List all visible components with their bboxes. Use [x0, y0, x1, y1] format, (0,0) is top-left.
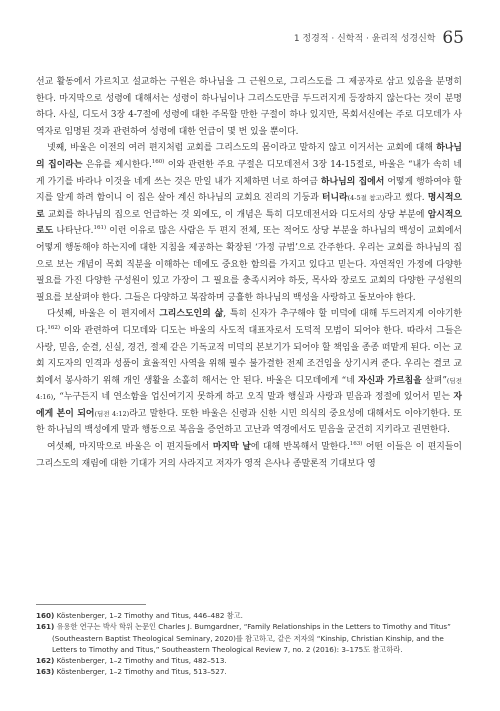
- running-title: 1 정경적 · 신학적 · 윤리적 성경신학: [293, 34, 436, 44]
- paragraph-4: 여섯째, 마지막으로 바울은 이 편지들에서 마지막 날에 대해 반복해서 말한다.$^{163)}$ 어떤 이들은 이 편지들이 그리스도의 재림에 대한 기대가 거의 사라지고 저자가 영적 은사나 종말론적 기대보다 영: [36, 441, 462, 469]
- body-text: [36, 74, 462, 472]
- paragraph-1: 선교 활동에서 가르치고 설교하는 구원은 하나님을 그 근원으로, 그리스도를 그 제공자로 삼고 있음을 분명히 한다. 마지막으로 성령에 대해서는 성령이 하나님이나 그리스도만큼 두드러지게 등장하지 않는다는 것이 분명하다. 사실, 디도서 3장 4-7절에 성령에 대한 주목할 만한 구절이 하나 있지만, 목회서신에는 주로 디모데가 사역자로 임명된 것과 관련하여 성령에 대한 언급이 몇 번 있을 뿐이다.: [36, 77, 462, 137]
- footnote-161: 161) 유용한 연구는 박사 학위 논문인 Charles J. Bumgardner, “Family Relationships in the Letters to Timothy and Titus” (Southeastern Baptist Theological Seminary, 2020)를 참고하고, 같은 저자의 “Kinship, Christian Kinship, and the Letters to Timothy and Titus,” Southeastern Theological Review 7, no. 2 (2016): 3–175도 참고하라.: [36, 622, 451, 654]
- footnote-ref-160: 160): [151, 158, 165, 165]
- footnote-divider: [36, 604, 146, 605]
- footnote-163: 163) Köstenberger, 1–2 Timothy and Titus, 513–527.: [36, 667, 227, 677]
- paragraph-2: 넷째, 바울은 이전의 여러 편지처럼 교회를 그리스도의 몸이라고 말하지 않고 이거서는 교회에 대해 하나님의 집이라는 은유를 제시한다.$^{160)}$ 이와 관련한 주요 구절은 디모데전서 3장 14-15절로, 바울은 “내가 속히 네게 가기를 바라나 이것을 네게 쓰는 것은 만일 내가 지체하면 너로 하여금 하나님의 집에서 어떻게 행하여야 할지를 알게 하려 함이니 이 집은 살아 계신 하나님의 교회요 진리의 기둥과 터니라(4-5절 참고)라고 썼다. 명시적으로 교회를 하나님의 집으로 언급하는 것 외에도, 이 개념은 특히 디모데전서와 디도서의 상당 부분에 암시적으로도 나타난다.$^{161)}$ 이런 이유로 많은 사람은 두 편지 전체, 또는 적어도 상당 부분을 하나님의 백성이 교회에서 어떻게 행동해야 하는지에 대한 지침을 제공하는 확장된 ‘가정 규범’으로 간주한다. 우리는 교회를 하나님의 집으로 보는 개념이 목회 직분을 이해하는 데에도 중요한 함의를 가지고 있다고 믿는다. 자연적인 가정에 다양한 필요를 가진 다양한 구성원이 있고 가장이 그 필요를 충족시켜야 하듯, 목사와 장로도 교회의 다양한 구성원의 필요를 보살펴야 한다. 그들은 다양하고 복잡하며 긍휼한 하나님의 백성을 사랑하고 돌보아야 한다.: [36, 143, 463, 303]
- footnotes: [36, 610, 462, 678]
- footnote-ref-163: 163): [349, 441, 363, 448]
- paragraph-3: 다섯째, 바울은 이 편지에서 그리스도인의 삶, 특히 신자가 추구해야 할 미덕에 대해 두드러지게 이야기한다.$^{162)}$ 이와 관련하여 디모데와 디도는 바울의 사도적 대표자로서 도덕적 모범이 되어야 한다. 따라서 그들은 사랑, 믿음, 순결, 신실, 경건, 절제 같은 기독교적 미덕의 본보기가 되어야 할 책임을 종종 떠맡게 된다. 이는 교회 지도자의 인격과 성품이 효율적인 사역을 위해 필수 불가결한 전제 조건임을 상기시켜 준다. 우리는 결코 교회에서 봉사하기 위해 개인 생활을 소홀히 해서는 안 된다. 바울은 디모데에게 “네 자신과 가르침을 살펴”(딤전 4:16), “누구든지 네 연소함을 업신여기지 못하게 하고 오직 말과 행실과 사랑과 믿음과 정절에 있어서 믿는 자에게 본이 되어(딤전 4:12)라고 말한다. 또한 바울은 신령과 신한 시민 의식의 중요성에 대해서도 이야기한다. 또한 하나님의 백성에게 말과 행동으로 복음을 증언하고 고난과 역경에서도 믿음을 굳건히 지키라고 권면한다.: [36, 309, 462, 436]
- footnote-ref-161: 161): [93, 225, 107, 232]
- running-header: [60, 28, 464, 48]
- page-number: 65: [442, 28, 464, 48]
- footnote-162: 162) Köstenberger, 1–2 Timothy and Titus, 482–513.: [36, 656, 227, 666]
- footnote-160: 160) Köstenberger, 1–2 Timothy and Titus, 446–482 참고.: [36, 611, 243, 620]
- footnote-ref-162: 162): [47, 324, 61, 331]
